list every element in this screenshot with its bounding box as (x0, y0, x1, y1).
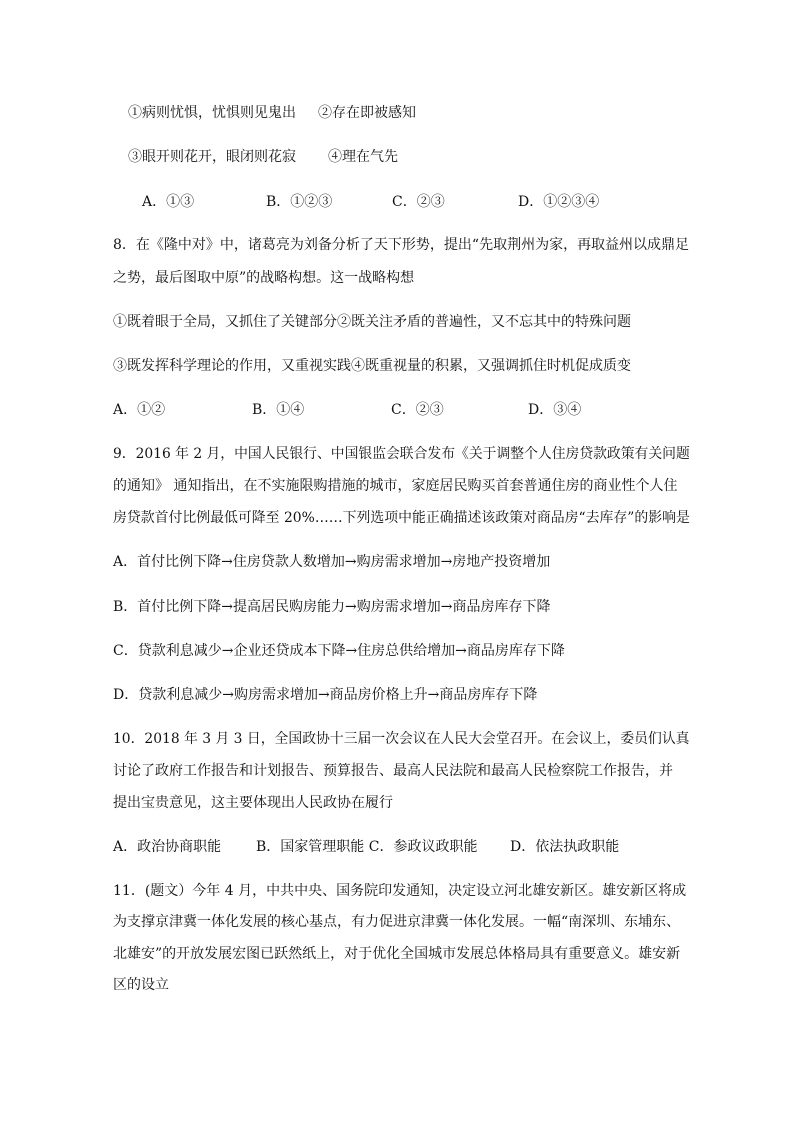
q8-stem-line-1: 8．在《隆中对》中，诸葛亮为刘备分析了天下形势，提出“先取荆州为家，再取益州以成鼎足 (113, 237, 690, 253)
q11-stem-line-3: 北雄安”的开放发展宏图已跃然纸上，对于优化全国城市发展总体格局具有重要意义。雄安新 (113, 946, 681, 962)
q9-stem-line-1: 9．2016 年 2 月，中国人民银行、中国银监会联合发布《关于调整个人住房贷款政策有关问题 (113, 446, 690, 462)
q7-statement-2: ②存在即被感知 (318, 105, 416, 121)
q10-option-d: D．依法执政职能 (510, 839, 620, 855)
q7-statement-4: ④理在气先 (328, 149, 398, 165)
q9-stem-line-2: 的通知》 通知指出，在不实施限购措施的城市，家庭居民购买首套普通住房的商业性个人住 (113, 478, 678, 494)
q9-option-a: A．首付比例下降→住房贷款人数增加→购房需求增加→房地产投资增加 (113, 554, 551, 570)
q9-stem-line-3: 房贷款首付比例最低可降至 20%……下列选项中能正确描述该政策对商品房“去库存”的影响是 (113, 510, 690, 526)
q8-statements-line-1: ①既着眼于全局，又抓住了关键部分②既关注矛盾的普遍性，又不忘其中的特殊问题 (113, 314, 631, 330)
q7-statement-3: ③眼开则花开，眼闭则花寂 (128, 149, 296, 165)
q9-option-b: B．首付比例下降→提高居民购房能力→购房需求增加→商品房库存下降 (113, 599, 551, 615)
q9-option-c: C．贷款利息减少→企业还贷成本下降→住房总供给增加→商品房库存下降 (113, 643, 565, 659)
q10-option-b-c: B．国家管理职能 C．参政议政职能 (256, 839, 478, 855)
q9-option-d: D．贷款利息减少→购房需求增加→商品房价格上升→商品房库存下降 (113, 687, 538, 703)
q11-stem-line-4: 区的设立 (113, 977, 169, 993)
q7-option-c: C．②③ (392, 194, 445, 210)
q8-stem-line-2: 之势，最后图取中原”的战略构想。这一战略构想 (113, 270, 415, 286)
q7-option-b: B．①②③ (266, 194, 333, 210)
q7-option-a: A．①③ (142, 194, 195, 210)
q10-stem-line-1: 10．2018 年 3 月 3 日，全国政协十三届一次会议在人民大会堂召开。在会议上，委员们认真 (113, 731, 690, 747)
q8-option-d: D．③④ (528, 402, 582, 418)
q7-option-d: D．①②③④ (518, 194, 600, 210)
q11-stem-line-1: 11．(题文）今年 4 月，中共中央、国务院印发通知，决定设立河北雄安新区。雄安新区将成 (113, 883, 687, 899)
q10-option-a: A．政治协商职能 (113, 839, 222, 855)
q8-statements-line-2: ③既发挥科学理论的作用，又重视实践④既重视量的积累，又强调抓住时机促成质变 (113, 358, 631, 374)
q11-stem-line-2: 为支撑京津冀一体化发展的核心基点，有力促进京津冀一体化发展。一幅“南深圳、东埔东、 (113, 914, 681, 930)
q10-stem-line-3: 提出宝贵意见，这主要体现出人民政协在履行 (113, 795, 393, 811)
q7-statement-1: ①病则忧惧，忧惧则见鬼出 (128, 105, 296, 121)
q8-option-a: A．①② (113, 402, 166, 418)
q8-option-b: B．①④ (252, 402, 305, 418)
q10-stem-line-2: 讨论了政府工作报告和计划报告、预算报告、最高人民法院和最高人民检察院工作报告，并 (113, 763, 673, 779)
q8-option-c: C．②③ (391, 402, 444, 418)
